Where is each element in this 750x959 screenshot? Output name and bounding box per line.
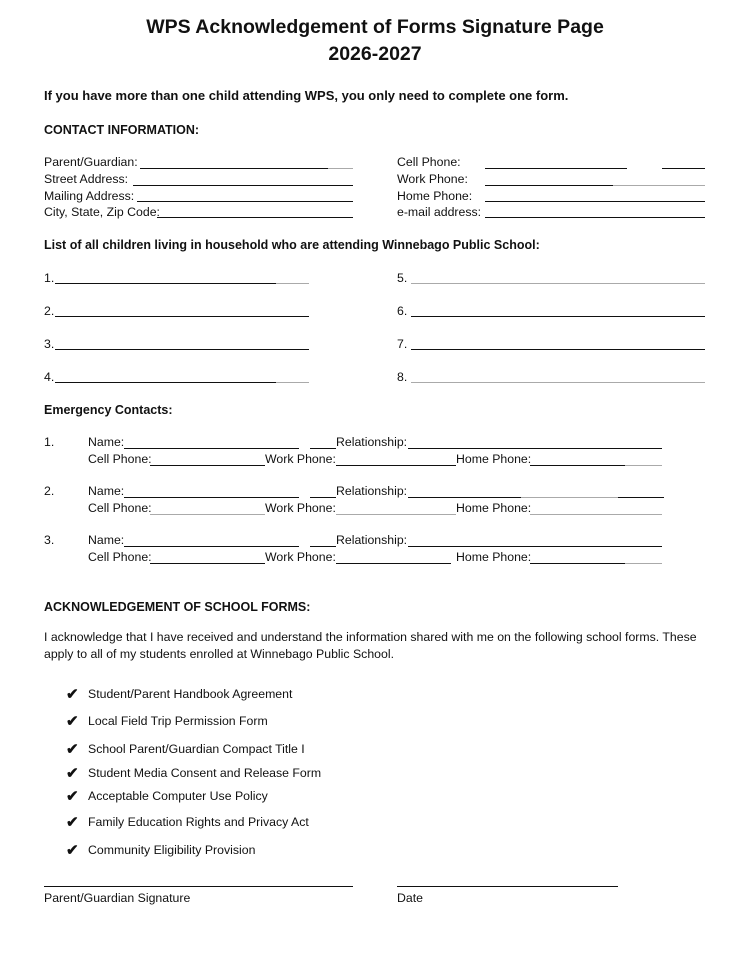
- child-number-7: 7.: [397, 337, 408, 351]
- form-item-field-trip: Local Field Trip Permission Form: [88, 714, 268, 728]
- emergency-3-home-field[interactable]: [530, 563, 625, 564]
- contact-heading: CONTACT INFORMATION:: [44, 123, 200, 137]
- emergency-2-home-label: Home Phone:: [456, 501, 532, 515]
- cell-phone-field-end: [662, 168, 705, 169]
- form-item-compact: School Parent/Guardian Compact Title I: [88, 742, 305, 756]
- emergency-1-home-field-extension: [625, 465, 662, 466]
- emergency-3-name-field-end: [310, 546, 336, 547]
- work-phone-field[interactable]: [485, 185, 613, 186]
- child-field-8[interactable]: [411, 382, 705, 383]
- child-number-3: 3.: [44, 337, 55, 351]
- checkmark-icon: ✔: [66, 814, 79, 831]
- emergency-3-name-label: Name:: [88, 533, 125, 547]
- emergency-3-work-field[interactable]: [336, 563, 451, 564]
- intro-note: If you have more than one child attending WPS, you only need to complete one form.: [44, 88, 569, 103]
- acknowledgement-heading: ACKNOWLEDGEMENT OF SCHOOL FORMS:: [44, 600, 311, 614]
- emergency-2-name-field[interactable]: [124, 497, 299, 498]
- page-title: WPS Acknowledgement of Forms Signature Page: [146, 16, 604, 38]
- home-phone-field[interactable]: [485, 201, 705, 202]
- form-item-ferpa: Family Education Rights and Privacy Act: [88, 815, 309, 829]
- checkmark-icon: ✔: [66, 686, 79, 703]
- street-address-label: Street Address:: [44, 172, 129, 186]
- emergency-3-cell-label: Cell Phone:: [88, 550, 152, 564]
- checkmark-icon: ✔: [66, 842, 79, 859]
- form-item-handbook: Student/Parent Handbook Agreement: [88, 687, 293, 701]
- emergency-2-name-field-end: [310, 497, 336, 498]
- child-number-4: 4.: [44, 370, 55, 384]
- child-number-2: 2.: [44, 304, 55, 318]
- mailing-address-label: Mailing Address:: [44, 189, 135, 203]
- emergency-1-work-field[interactable]: [336, 465, 456, 466]
- emergency-2-home-field[interactable]: [530, 514, 662, 515]
- emergency-1-cell-label: Cell Phone:: [88, 452, 152, 466]
- checkmark-icon: ✔: [66, 765, 79, 782]
- child-number-1: 1.: [44, 271, 55, 285]
- emergency-heading: Emergency Contacts:: [44, 403, 173, 417]
- emergency-2-relationship-field-end: [618, 497, 664, 498]
- emergency-1-work-label: Work Phone:: [265, 452, 336, 466]
- emergency-1-home-field[interactable]: [530, 465, 625, 466]
- child-field-1-extension: [276, 283, 309, 284]
- child-number-8: 8.: [397, 370, 408, 384]
- home-phone-label: Home Phone:: [397, 189, 473, 203]
- date-field[interactable]: [397, 886, 618, 887]
- parent-guardian-label: Parent/Guardian:: [44, 155, 138, 169]
- emergency-3-name-field[interactable]: [124, 546, 299, 547]
- email-label: e-mail address:: [397, 205, 482, 219]
- form-item-community-eligibility: Community Eligibility Provision: [88, 843, 256, 857]
- checkmark-icon: ✔: [66, 741, 79, 758]
- child-field-7[interactable]: [411, 349, 705, 350]
- signature-label: Parent/Guardian Signature: [44, 891, 191, 905]
- city-state-zip-label: City, State, Zip Code:: [44, 205, 160, 219]
- emergency-1-name-field-end: [310, 448, 336, 449]
- parent-guardian-field-extension: [328, 168, 353, 169]
- acknowledgement-paragraph: I acknowledge that I have received and understand the information shared with me on the following school forms. These apply to all of my students enrolled at Winnebago Public School.: [44, 630, 697, 661]
- date-label: Date: [397, 891, 423, 905]
- signature-field[interactable]: [44, 886, 353, 887]
- emergency-2-name-label: Name:: [88, 484, 125, 498]
- children-heading: List of all children living in household who are attending Winnebago Public School:: [44, 238, 540, 252]
- child-field-2[interactable]: [55, 316, 309, 317]
- form-item-computer-use: Acceptable Computer Use Policy: [88, 789, 268, 803]
- emergency-3-home-label: Home Phone:: [456, 550, 532, 564]
- work-phone-field-extension: [613, 185, 705, 186]
- child-field-4-extension: [276, 382, 309, 383]
- emergency-number-2: 2.: [44, 484, 55, 498]
- emergency-3-home-field-extension: [625, 563, 662, 564]
- parent-guardian-field[interactable]: [140, 168, 328, 169]
- emergency-1-name-field[interactable]: [124, 448, 299, 449]
- emergency-2-cell-field[interactable]: [150, 514, 265, 515]
- child-field-3[interactable]: [55, 349, 309, 350]
- child-number-6: 6.: [397, 304, 408, 318]
- emergency-number-3: 3.: [44, 533, 55, 547]
- child-field-4[interactable]: [55, 382, 276, 383]
- cell-phone-label: Cell Phone:: [397, 155, 461, 169]
- child-field-5[interactable]: [411, 283, 705, 284]
- child-field-1[interactable]: [55, 283, 276, 284]
- emergency-2-cell-label: Cell Phone:: [88, 501, 152, 515]
- child-field-6[interactable]: [411, 316, 705, 317]
- cell-phone-field[interactable]: [485, 168, 627, 169]
- street-address-field[interactable]: [133, 185, 353, 186]
- emergency-3-relationship-field[interactable]: [408, 546, 662, 547]
- emergency-3-cell-field[interactable]: [150, 563, 265, 564]
- emergency-2-relationship-field[interactable]: [408, 497, 521, 498]
- emergency-1-relationship-field[interactable]: [408, 448, 662, 449]
- form-item-media-consent: Student Media Consent and Release Form: [88, 766, 322, 780]
- checkmark-icon: ✔: [66, 713, 79, 730]
- emergency-2-work-label: Work Phone:: [265, 501, 336, 515]
- emergency-3-work-label: Work Phone:: [265, 550, 336, 564]
- emergency-number-1: 1.: [44, 435, 55, 449]
- checkmark-icon: ✔: [66, 788, 79, 805]
- emergency-2-relationship-field-extension: [521, 497, 618, 498]
- emergency-2-relationship-label: Relationship:: [336, 484, 408, 498]
- email-field[interactable]: [485, 217, 705, 218]
- mailing-address-field[interactable]: [137, 201, 353, 202]
- emergency-2-work-field[interactable]: [336, 514, 456, 515]
- emergency-1-home-label: Home Phone:: [456, 452, 532, 466]
- emergency-3-relationship-label: Relationship:: [336, 533, 408, 547]
- emergency-1-relationship-label: Relationship:: [336, 435, 408, 449]
- work-phone-label: Work Phone:: [397, 172, 468, 186]
- emergency-1-cell-field[interactable]: [150, 465, 265, 466]
- school-year: 2026-2027: [328, 43, 422, 65]
- city-state-zip-field[interactable]: [157, 217, 353, 218]
- child-number-5: 5.: [397, 271, 408, 285]
- emergency-1-name-label: Name:: [88, 435, 125, 449]
